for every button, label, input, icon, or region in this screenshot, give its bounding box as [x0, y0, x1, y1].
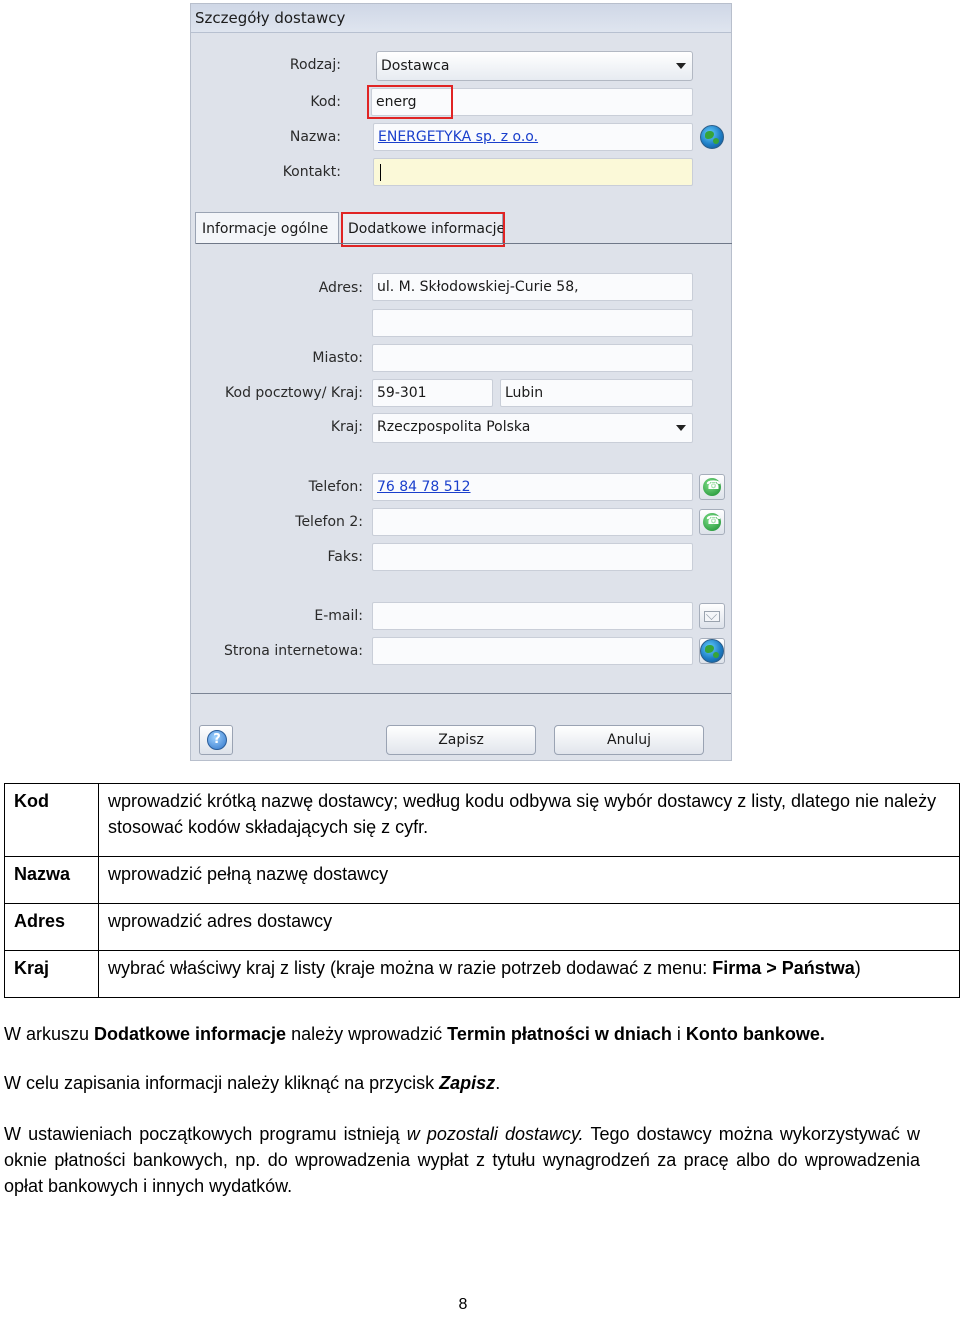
text: należy wprowadzić	[286, 1024, 448, 1044]
desc-text: wybrać właściwy kraj z listy (kraje można w razie potrzeb dodawać z menu:	[108, 958, 713, 978]
bold-italic-text: Zapisz	[439, 1073, 496, 1093]
kraj-label: Kraj:	[330, 419, 363, 435]
adres-label: Adres:	[318, 280, 363, 296]
postal-code-input[interactable]	[372, 379, 493, 407]
table-desc: wprowadzić pełną nazwę dostawcy	[99, 857, 960, 904]
paragraph-1	[4, 1021, 920, 1047]
table-row	[5, 857, 960, 904]
call-phone-button[interactable]	[699, 474, 725, 500]
tab-highlight-box	[341, 212, 505, 247]
tab-label: Informacje ogólne	[202, 221, 329, 237]
supplier-details-dialog	[190, 3, 732, 761]
table-term: Kod	[5, 784, 99, 857]
text: Tego dostawcy można wykorzystywać w oknie płatności bankowych, np. do wprowadzenia wypłat z tytułu wynagrodzeń za pracę albo do wprowadzenia opłat bankowych i innych wydatków.	[4, 1124, 920, 1196]
table-term: Kraj	[5, 951, 99, 998]
chevron-down-icon	[676, 425, 686, 431]
telefon2-input[interactable]	[372, 508, 693, 536]
kod-label: Kod:	[310, 94, 341, 110]
footer-divider	[191, 693, 731, 694]
kod-value: energ	[376, 94, 417, 110]
kontakt-input[interactable]	[373, 158, 693, 186]
city-value: Lubin	[505, 385, 544, 401]
globe-icon	[700, 639, 724, 663]
table-row	[5, 904, 960, 951]
kraj-value: Rzeczpospolita Polska	[377, 419, 531, 435]
page-number: 8	[458, 1296, 468, 1313]
nazwa-value: ENERGETYKA sp. z o.o.	[378, 129, 539, 145]
table-desc: wprowadzić krótką nazwę dostawcy; według kodu odbywa się wybór dostawcy z listy, dlatego nie należy stosować kodów składających się z cyfr.	[99, 784, 960, 857]
text: W celu zapisania informacji należy kliknąć na przycisk	[4, 1073, 440, 1093]
call-phone2-button[interactable]	[699, 509, 725, 535]
rodzaj-value: Dostawca	[381, 58, 450, 74]
adres-line1-input[interactable]	[372, 273, 693, 301]
table-row	[5, 951, 960, 998]
kontakt-label: Kontakt:	[282, 164, 341, 180]
menu-path: Firma > Państwa	[712, 958, 855, 978]
send-email-button[interactable]	[699, 603, 725, 629]
faks-input[interactable]	[372, 543, 693, 571]
rodzaj-select[interactable]	[376, 51, 693, 81]
kod-pocztowy-label: Kod pocztowy/ Kraj:	[225, 385, 363, 401]
text: i	[671, 1024, 686, 1044]
nazwa-label: Nazwa:	[289, 129, 341, 145]
italic-text: w pozostali dostawcy.	[406, 1124, 584, 1144]
tab-divider	[196, 243, 732, 244]
bold-text: Konto bankowe.	[685, 1024, 825, 1044]
phone-icon	[703, 478, 721, 496]
rodzaj-label: Rodzaj:	[289, 57, 341, 73]
paragraph-2	[4, 1070, 920, 1096]
miasto-label: Miasto:	[312, 350, 363, 366]
text: W arkuszu	[4, 1024, 95, 1044]
text: W ustawieniach początkowych programu istnieją	[4, 1124, 407, 1144]
help-icon: ?	[207, 730, 227, 750]
globe-icon[interactable]	[700, 125, 724, 149]
cancel-button[interactable]	[554, 725, 704, 755]
nazwa-input[interactable]	[373, 123, 693, 151]
telefon-label: Telefon:	[308, 479, 363, 495]
telefon2-label: Telefon 2:	[295, 514, 363, 530]
cancel-button-label: Anuluj	[607, 732, 651, 748]
miasto-input[interactable]	[372, 344, 693, 372]
phone-icon	[703, 513, 721, 531]
kraj-select[interactable]	[372, 413, 693, 443]
field-description-table	[4, 783, 960, 998]
save-button-label: Zapisz	[438, 732, 484, 748]
dialog-title: Szczegóły dostawcy	[195, 9, 346, 27]
email-label: E-mail:	[314, 608, 363, 624]
city-input[interactable]	[500, 379, 693, 407]
desc-text: )	[854, 958, 861, 978]
telefon-input[interactable]	[372, 473, 693, 501]
table-term: Nazwa	[5, 857, 99, 904]
text: .	[495, 1073, 501, 1093]
adres-line2-input[interactable]	[372, 309, 693, 337]
tab-informacje-ogolne[interactable]	[195, 212, 339, 244]
www-input[interactable]	[372, 637, 693, 665]
kod-highlight-box	[367, 85, 453, 119]
table-desc: wprowadzić adres dostawcy	[99, 904, 960, 951]
table-desc	[99, 951, 960, 998]
text-caret	[380, 164, 381, 181]
postal-code-value: 59-301	[377, 385, 427, 401]
help-button[interactable]	[199, 725, 233, 755]
bold-text: Termin płatności w dniach	[447, 1024, 672, 1044]
open-website-button[interactable]	[699, 638, 725, 664]
paragraph-3	[4, 1121, 920, 1199]
table-row	[5, 784, 960, 857]
save-button[interactable]	[386, 725, 536, 755]
adres-line1-value: ul. M. Skłodowskiej-Curie 58,	[377, 279, 579, 295]
www-label: Strona internetowa:	[224, 643, 363, 659]
envelope-icon	[704, 611, 720, 622]
email-input[interactable]	[372, 602, 693, 630]
faks-label: Faks:	[327, 549, 363, 565]
bold-text: Dodatkowe informacje	[94, 1024, 287, 1044]
chevron-down-icon	[676, 63, 686, 69]
table-term: Adres	[5, 904, 99, 951]
dialog-titlebar	[191, 4, 731, 33]
telefon-value: 76 84 78 512	[377, 479, 471, 495]
tab-label: Dodatkowe informacje	[348, 221, 506, 237]
